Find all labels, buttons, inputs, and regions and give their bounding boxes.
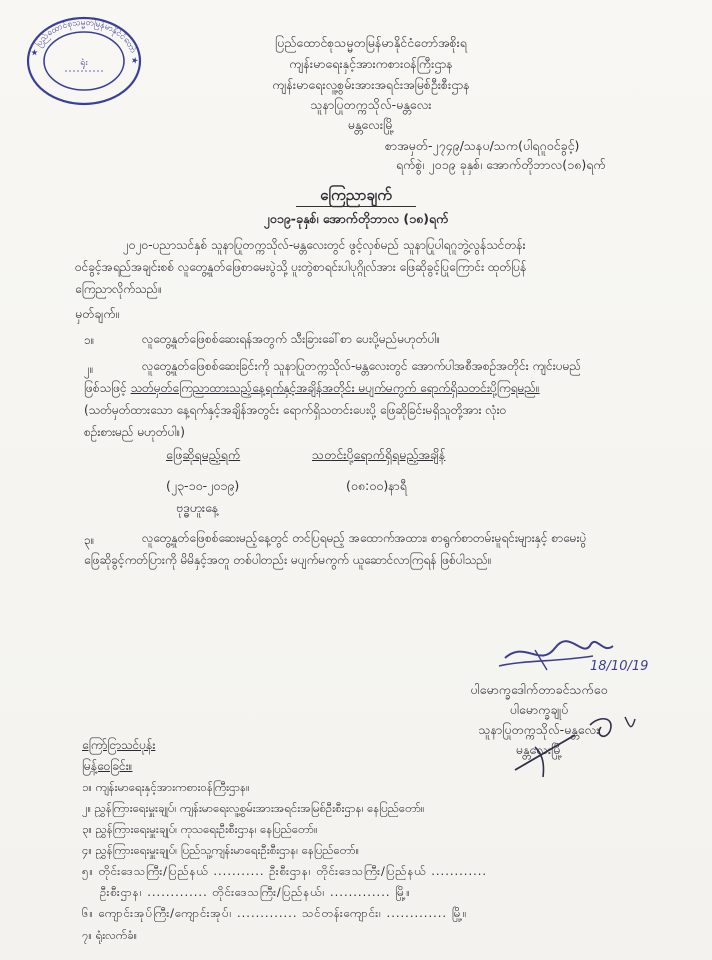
header-ministry: ကျန်းမာရေးနှင့်အားကစားဝန်ကြီးဌာန	[289, 56, 453, 71]
notice-date: ၂၀၁၉-ခုနှစ်၊ အောက်တိုဘာလ (၁၈)ရက်	[263, 211, 449, 226]
item-3-text	[84, 527, 587, 571]
schedule-header-time: သတင်းပို့ရောက်ရှိရမည့်အချိန်	[312, 447, 446, 462]
distribution-line-5-cont: ဦးစီးဌာန၊ ............. တိုင်းဒေသကြီး/ပြည်နယ်၊ ............. မြို့။	[100, 885, 411, 899]
seal-ring-text: ★ ပြည်ထောင်စုသမ္မတမြန်မာနိုင်ငံတော် ★	[29, 17, 140, 65]
item-2-line-3: (သတ်မှတ်ထားသော နေ့ရက်နှင့်အချိန်အတွင်း ရောက်ရှိသတင်းပေးပို့ ဖြေဆိုခြင်းမရှိသူတို့အား လုံးဝ	[84, 403, 507, 417]
item-3-line-2: ဖြေဆိုခွင့်ကတ်ပြားကို မိမိနှင့်အတူ တစ်ပါတည်း မပျက်မကွက် ယူဆောင်လာကြရန် ဖြစ်ပါသည်။	[84, 553, 492, 567]
letter-date: ရက်စွဲ၊ ၂၀၁၉ ခုနှစ်၊ အောက်တိုဘာလ(၁၈)ရက်	[396, 157, 606, 172]
signature-date: 18/10/19	[590, 659, 649, 674]
schedule-exam-date: (၂၃-၁၀-၂၀၁၉)	[166, 478, 240, 493]
signature-scribble-icon	[495, 630, 660, 680]
intro-line-3: ကြေညာလိုက်သည်။	[75, 282, 162, 296]
item-1-text	[142, 328, 440, 350]
signatory-title: ပါမောက္ခချုပ်	[509, 702, 569, 717]
title-underline	[296, 206, 416, 207]
distribution-file: မြန့်ဝေခြင်း။	[82, 759, 133, 773]
header-department: ကျန်းမာရေးလူ့စွမ်းအားအရင်းအမြစ်ဦးစီးဌာန	[272, 77, 470, 92]
signatory-city: မန္တလေးမြို့	[515, 742, 563, 757]
notice-title: ကြေညာချက်	[320, 186, 392, 204]
schedule-exam-time: (၀၈:၀၀)နာရီ	[346, 478, 407, 493]
official-seal	[25, 14, 143, 109]
item-2-text	[84, 355, 582, 443]
schedule-header-date: ဖြေဆိုရမည့်ရက်	[166, 447, 241, 462]
item-2-line-2-underlined: သတ်မှတ်ကြေညာထားသည့်နေ့ရက်နှင့်အချိန်အတိုင်း မပျက်မကွက် ရောက်ရှိသတင်းပို့ကြရမည်။	[130, 381, 540, 395]
item-2-line-4: စဉ်းစားမည် မဟုတ်ပါ။)	[84, 425, 185, 439]
initial-scribble-icon	[505, 705, 645, 780]
item-2-line-2-prefix: ဖြစ်သဖြင့်	[84, 381, 127, 395]
distribution-line-3: ၃။ ညွှန်ကြားရေးမှူးချုပ်၊ ကုသရေးဦးစီးဌာန၊ နေပြည်တော်။	[82, 822, 318, 836]
schedule-exam-day: ဗုဒ္ဓဟူးနေ့	[176, 500, 219, 515]
signatory-org: သူနာပြုတက္ကသိုလ်-မန္တလေး	[478, 722, 600, 737]
item-2-line-2	[84, 377, 581, 399]
distribution-heading: ကြော်ငြာသင်ပုန်း	[82, 738, 156, 752]
item-1-number: ၁။	[84, 333, 95, 347]
item-1-line: လူတွေ့နှုတ်ဖြေစစ်ဆေးရန်အတွက် သီးခြားခေါ်စာ ပေးပို့မည်မဟုတ်ပါ။	[142, 332, 441, 346]
distribution-line-6: ၆။ ကျောင်းအုပ်ကြီး/ကျောင်းအုပ်၊ ............. သင်တန်းကျောင်း၊ ............. မြို့။	[82, 906, 468, 920]
intro-line-1: ၂၀၂၀-ပညာသင်နှစ် သူနာပြုတက္ကသိုလ်-မန္တလေးတွင် ဖွင့်လှစ်မည် သူနာပြုပါရဂူဘွဲ့လွန်သင်တန်း	[123, 238, 526, 252]
signatory-name: ပါမောက္ခဒေါက်တာခင်သက်ဝေ	[470, 682, 608, 697]
reference-number: စာအမှတ်-၂၇၄၉/သနပ/သက(ပါရဂူဝင်ခွင့်)	[385, 138, 580, 153]
distribution-line-4: ၄။ ညွှန်ကြားရေးမှူးချုပ်၊ ပြည်သူ့ကျန်းမာရေးဦးစီးဌာန၊ နေပြည်တော်။	[82, 843, 360, 857]
distribution-line-7: ၇။ ရုံးလက်ခံ။	[82, 928, 138, 942]
item-2-line-1: လူတွေ့နှုတ်ဖြေစစ်ဆေးခြင်းကို သူနာပြုတက္ကသိုလ်-မန္တလေးတွင် အောက်ပါအစီအစဉ်အတိုင်း ကျင်းပမည်	[142, 359, 582, 373]
distribution-line-5: ၅။ တိုင်းဒေသကြီး/ပြည်နယ် ........... ဦးစီးဌာန၊ တိုင်းဒေသကြီး/ပြည်နယ် ............	[82, 864, 488, 878]
header-university: သူနာပြုတက္ကသိုလ်-မန္တလေး	[310, 97, 432, 112]
item-2-number: ၂။	[84, 362, 94, 376]
seal-center-text: ရုံး	[80, 58, 88, 68]
distribution-line-1: ၁။ ကျန်းမာရေးနှင့်အားကစားဝန်ကြီးဌာန။	[82, 780, 250, 794]
item-3-line-1: လူတွေ့နှုတ်ဖြေစစ်ဆေးမည့်နေ့တွင် တင်ပြရမည့် အထောက်အထား၊ စာရွက်စာတမ်းမူရင်းများနှင့် စာမေးပွဲ	[142, 531, 587, 545]
item-3-number: ၃။	[84, 533, 95, 547]
intro-paragraph	[75, 234, 646, 300]
header-city: မန္တလေးမြို့	[347, 117, 395, 132]
seal-stamp-icon	[25, 14, 143, 109]
intro-line-2: ဝင်ခွင့်အရည်အချင်းစစ် လူတွေ့နှုတ်ဖြေစာမေးပွဲသို့ ပူးတွဲစာရင်းပါပုဂ္ဂိုလ်အား ဖြေဆိုခွင့်ပြုကြောင်း ထုတ်ပြန်	[75, 260, 527, 274]
header-government: ပြည်ထောင်စုသမ္မတမြန်မာနိုင်ငံတော်အစိုးရ	[275, 35, 467, 50]
remarks-label: မှတ်ချက်။	[75, 306, 120, 321]
distribution-line-2: ၂။ ညွှန်ကြားရေးမှူးချုပ်၊ ကျန်းမာရေးလူ့စွမ်းအားအရင်းအမြစ်ဦးစီးဌာန၊ နေပြည်တော်။	[82, 801, 425, 815]
